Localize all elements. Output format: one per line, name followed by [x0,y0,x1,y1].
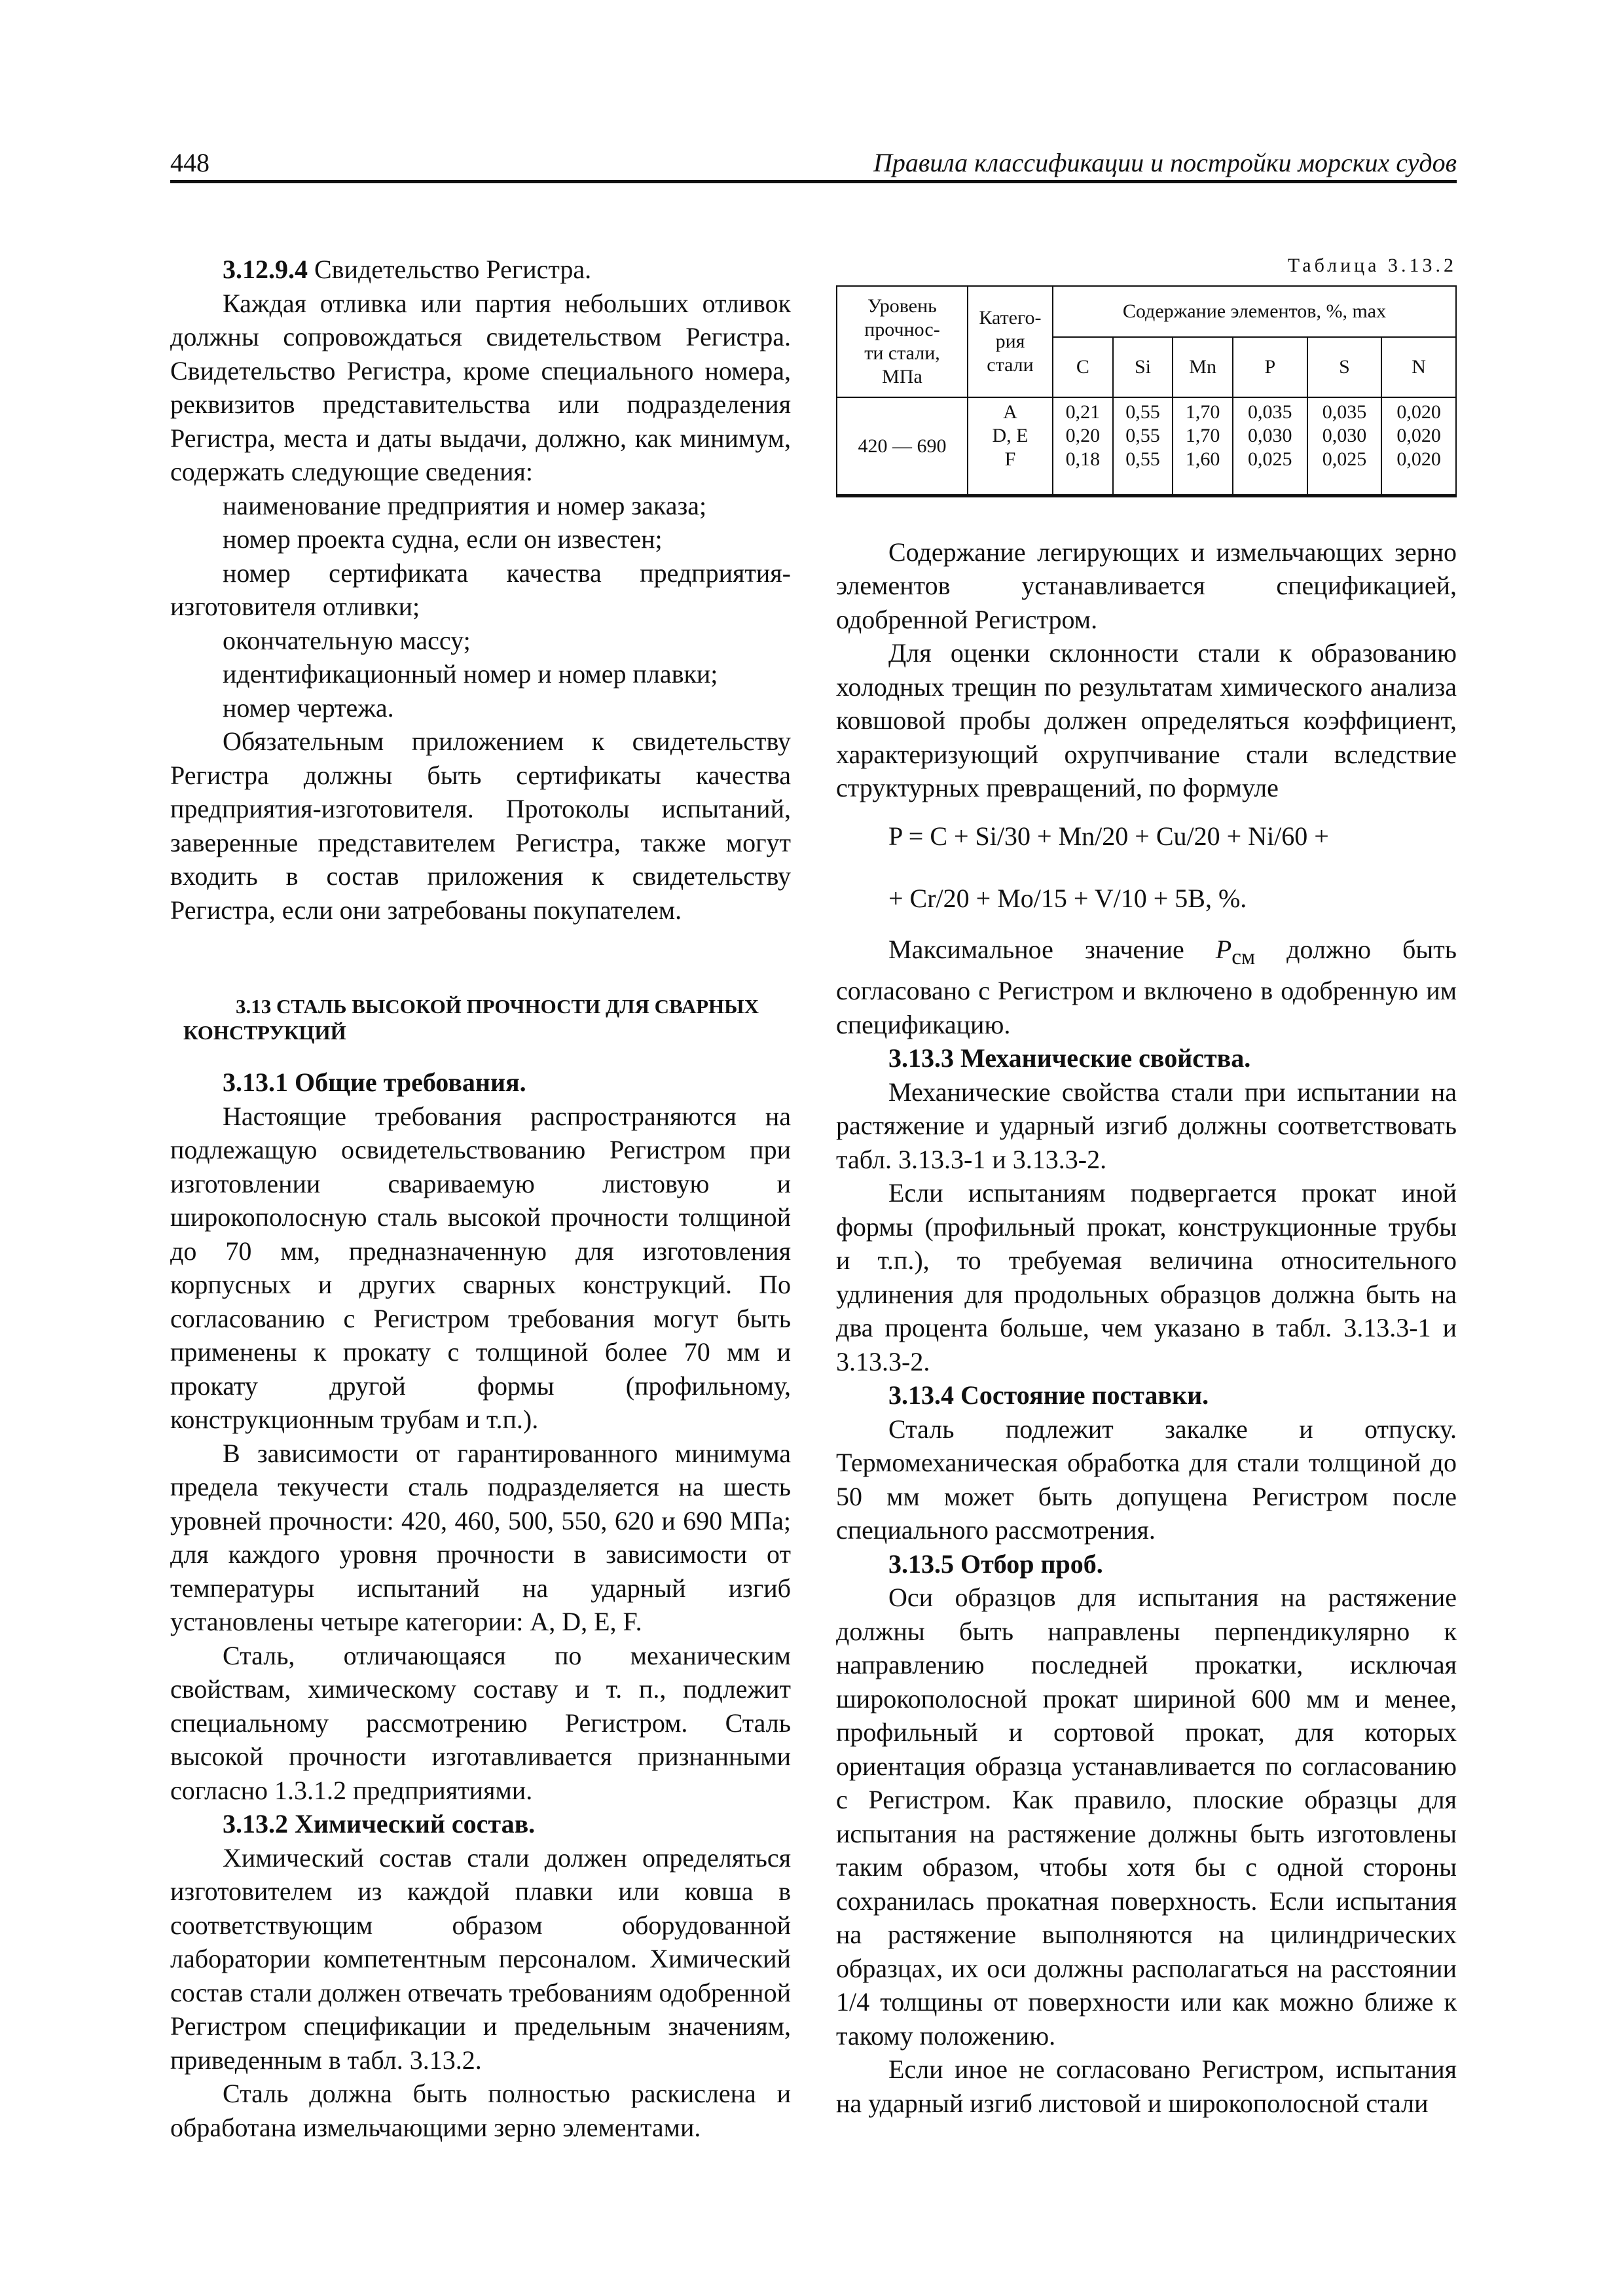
header-category [968,286,1053,397]
paragraph: В зависимости от гарантированного минимума предела текучести сталь подразделяется на шесть уровней прочности: 420, 460, 500, 550, 620 и 690 МПа; для каждого уровня прочности в зависимости от температуры испытаний на ударный изгиб установлены четыре категории: A, D, E, F. [170,1438,791,1636]
cell-value: 0,020 [1396,401,1441,423]
cell-value: 0,20 [1065,425,1101,446]
cell-p-values [1233,397,1307,495]
cell-s-values [1307,397,1382,495]
header-element-si: Si [1113,337,1173,397]
cell-value: 1,70 [1185,401,1220,423]
header-line: стали [987,354,1034,376]
heading-3-13-3 [836,1041,1457,1075]
section-title-line: КОНСТРУКЦИЙ [183,1021,346,1044]
chemical-composition-table [836,285,1457,497]
header-element-content: Содержание элементов, %, max [1053,286,1456,337]
paragraph: Для оценки склонности стали к образованию холодных трещин по результатам химического анализа ковшовой пробы должен определяться коэффициент, характеризующий охрупчивание стали вследствие структурных превращений, по формуле [836,638,1457,802]
formula-line: + Cr/20 + Mo/15 + V/10 + 5B, %. [888,884,1247,913]
header-line: прочнос- [864,319,940,340]
heading-3-13-1 [170,1066,791,1100]
paragraph: Если иное не согласовано Регистром, испытания на ударный изгиб листовой и широкополосной стали [836,2054,1457,2118]
paragraph-pcm [836,933,1457,1042]
header-line: рия [995,331,1025,352]
section-title-line: 3.13 СТАЛЬ ВЫСОКОЙ ПРОЧНОСТИ ДЛЯ СВАРНЫХ [236,995,759,1018]
cell-value: 0,030 [1248,425,1292,446]
header-element-n: N [1381,337,1456,397]
header-strength-level [837,286,968,397]
header-line: Катего- [979,307,1042,329]
paragraph: Химический состав стали должен определяться изготовителем из каждой плавки или ковша в соответствующим образом оборудованной лаборатории компетентным персоналом. Химический состав стали должен отвечать требованиям одобренной Регистром спецификации и предельным значениям, приведенным в табл. 3.13.2. [170,1842,791,2075]
header-rule [170,180,1457,183]
list-item: окончательную массу; [223,625,471,655]
heading-text: 3.13.4 Состояние поставки. [888,1380,1209,1410]
cell-n-values [1381,397,1456,495]
text-run: Максимальное значение [888,934,1216,964]
cell-value: 0,18 [1065,448,1101,470]
cell-value: 1,60 [1185,448,1220,470]
table-caption: Таблица 3.13.2 [1287,255,1457,276]
cell-categories [968,397,1053,495]
heading-text: 3.13.1 Общие требования. [223,1067,526,1097]
header-line: МПа [882,366,922,387]
paragraph: Настоящие требования распространяются на подлежащую освидетельствованию Регистром при изготовлении свариваемую листовую и широкополосную сталь высокой прочности толщиной до 70 мм, предназначенную для изготовления корпусных и других сварных конструкций. По согласованию с Регистром требования могут быть применены к прокату с толщиной более 70 мм и прокату другой формы (профильному, конструкционным трубам и т.п.). [170,1101,791,1434]
running-title: Правила классификации и постройки морских судов [873,148,1457,177]
heading-text: 3.13.5 Отбор проб. [888,1549,1103,1579]
header-element-s: S [1307,337,1382,397]
header-element-mn: Mn [1173,337,1233,397]
clause-title: Свидетельство Регистра. [308,255,592,284]
text-run: должно быть согласовано с Регистром и включено в одобренную им спецификацию. [836,934,1457,1039]
paragraph: Механические свойства стали при испытании на растяжение и ударный изгиб должны соответствовать табл. 3.13.3-1 и 3.13.3-2. [836,1077,1457,1174]
paragraph: Каждая отливка или партия небольших отливок должны сопровождаться свидетельством Регистра. Свидетельство Регистра, кроме специального номера, реквизитов представительства или подразделения Регистра, места и даты выдачи, должно, как минимум, содержать следующие сведения: [170,288,791,486]
list-item: идентификационный номер и номер плавки; [223,659,718,689]
section-title [170,994,791,1046]
list-item: номер чертежа. [223,692,394,723]
heading-text: 3.13.3 Механические свойства. [888,1043,1251,1073]
header-element-c: C [1053,337,1113,397]
page-header [170,148,1457,183]
cell-si-values [1113,397,1173,495]
paragraph: Оси образцов для испытания на растяжение должны быть направлены перпендикулярно к направлению последней прокатки, исключая широкополосной прокат шириной 600 мм и менее, профильный и сортовой прокат, для которых ориентация образца устанавливается по согласованию с Регистром. Как правило, плоские образцы для испытания на растяжение должны быть изготовлены таким образом, чтобы хотя бы с одной стороны сохранилась прокатная поверхность. Если испытания на растяжение выполняются на цилиндрических образцах, их оси должны располагаться на расстоянии 1/4 толщины от поверхности или как можно ближе к такому положению. [836,1583,1457,2051]
cell-value: 0,030 [1322,425,1367,446]
cell-value: D, E [992,425,1029,446]
list-item: номер проекта судна, если он известен; [223,524,663,554]
list-item: номер сертификата качества предприятия-изготовителя отливки; [170,558,791,621]
page-number: 448 [170,148,210,177]
cell-value: 0,55 [1125,448,1160,470]
left-column [170,253,791,2144]
paragraph-3-12-9-4 [170,253,791,287]
heading-3-13-5 [836,1547,1457,1581]
paragraph: Обязательным приложением к свидетельству Регистра должны быть сертификаты качества предприятия-изготовителя. Протоколы испытаний, заверенные представителем Регистра, также могут входить в состав приложения к свидетельству Регистра, если они затребованы покупателем. [170,726,791,925]
cell-value: 1,70 [1185,425,1220,446]
cell-value: 0,55 [1125,401,1160,423]
cell-value: 0,035 [1322,401,1367,423]
right-column [836,253,1457,2120]
paragraph: Содержание легирующих и измельчающих зерно элементов устанавливается спецификацией, одобренной Регистром. [836,537,1457,634]
cell-value: A [1003,401,1017,423]
heading-3-13-2 [170,1807,791,1841]
cell-value: 0,020 [1396,425,1441,446]
cell-strength-level: 420 — 690 [837,397,968,495]
heading-3-13-4 [836,1378,1457,1412]
heading-text: 3.13.2 Химический состав. [223,1809,536,1839]
cell-mn-values [1173,397,1233,495]
cell-c-values [1053,397,1113,495]
cell-value: 0,025 [1322,448,1367,470]
symbol-subscript: см [1231,944,1256,969]
paragraph: Сталь должна быть полностью раскислена и обработана измельчающими зерно элементами. [170,2079,791,2142]
cell-value: 0,55 [1125,425,1160,446]
header-element-p: P [1233,337,1307,397]
cell-value: 0,21 [1065,401,1101,423]
cell-value: 0,035 [1248,401,1292,423]
header-line: ти стали, [864,342,940,364]
paragraph: Сталь, отличающаяся по механическим свойствам, химическому составу и т. п., подлежит специальному рассмотрению Регистром. Сталь высокой прочности изготавливается признанными согласно 1.3.1.2 предприятиями. [170,1640,791,1805]
list-item: наименование предприятия и номер заказа; [223,490,707,520]
cell-value: 0,025 [1248,448,1292,470]
symbol-p: P [1215,934,1232,964]
clause-number: 3.12.9.4 [223,255,308,284]
header-line: Уровень [867,295,937,317]
formula-line: P = C + Si/30 + Mn/20 + Cu/20 + Ni/60 + [888,821,1329,851]
paragraph: Сталь подлежит закалке и отпуску. Термомеханическая обработка для стали толщиной до 50 мм может быть допущена Регистром после специального рассмотрения. [836,1414,1457,1545]
cell-value: 0,020 [1396,448,1441,470]
paragraph: Если испытаниям подвергается прокат иной формы (профильный прокат, конструкционные трубы и т.п.), то требуемая величина относительного удлинения для продольных образцов должна быть на два процента больше, чем указано в табл. 3.13.3-1 и 3.13.3-2. [836,1178,1457,1376]
cell-value: F [1004,448,1016,470]
